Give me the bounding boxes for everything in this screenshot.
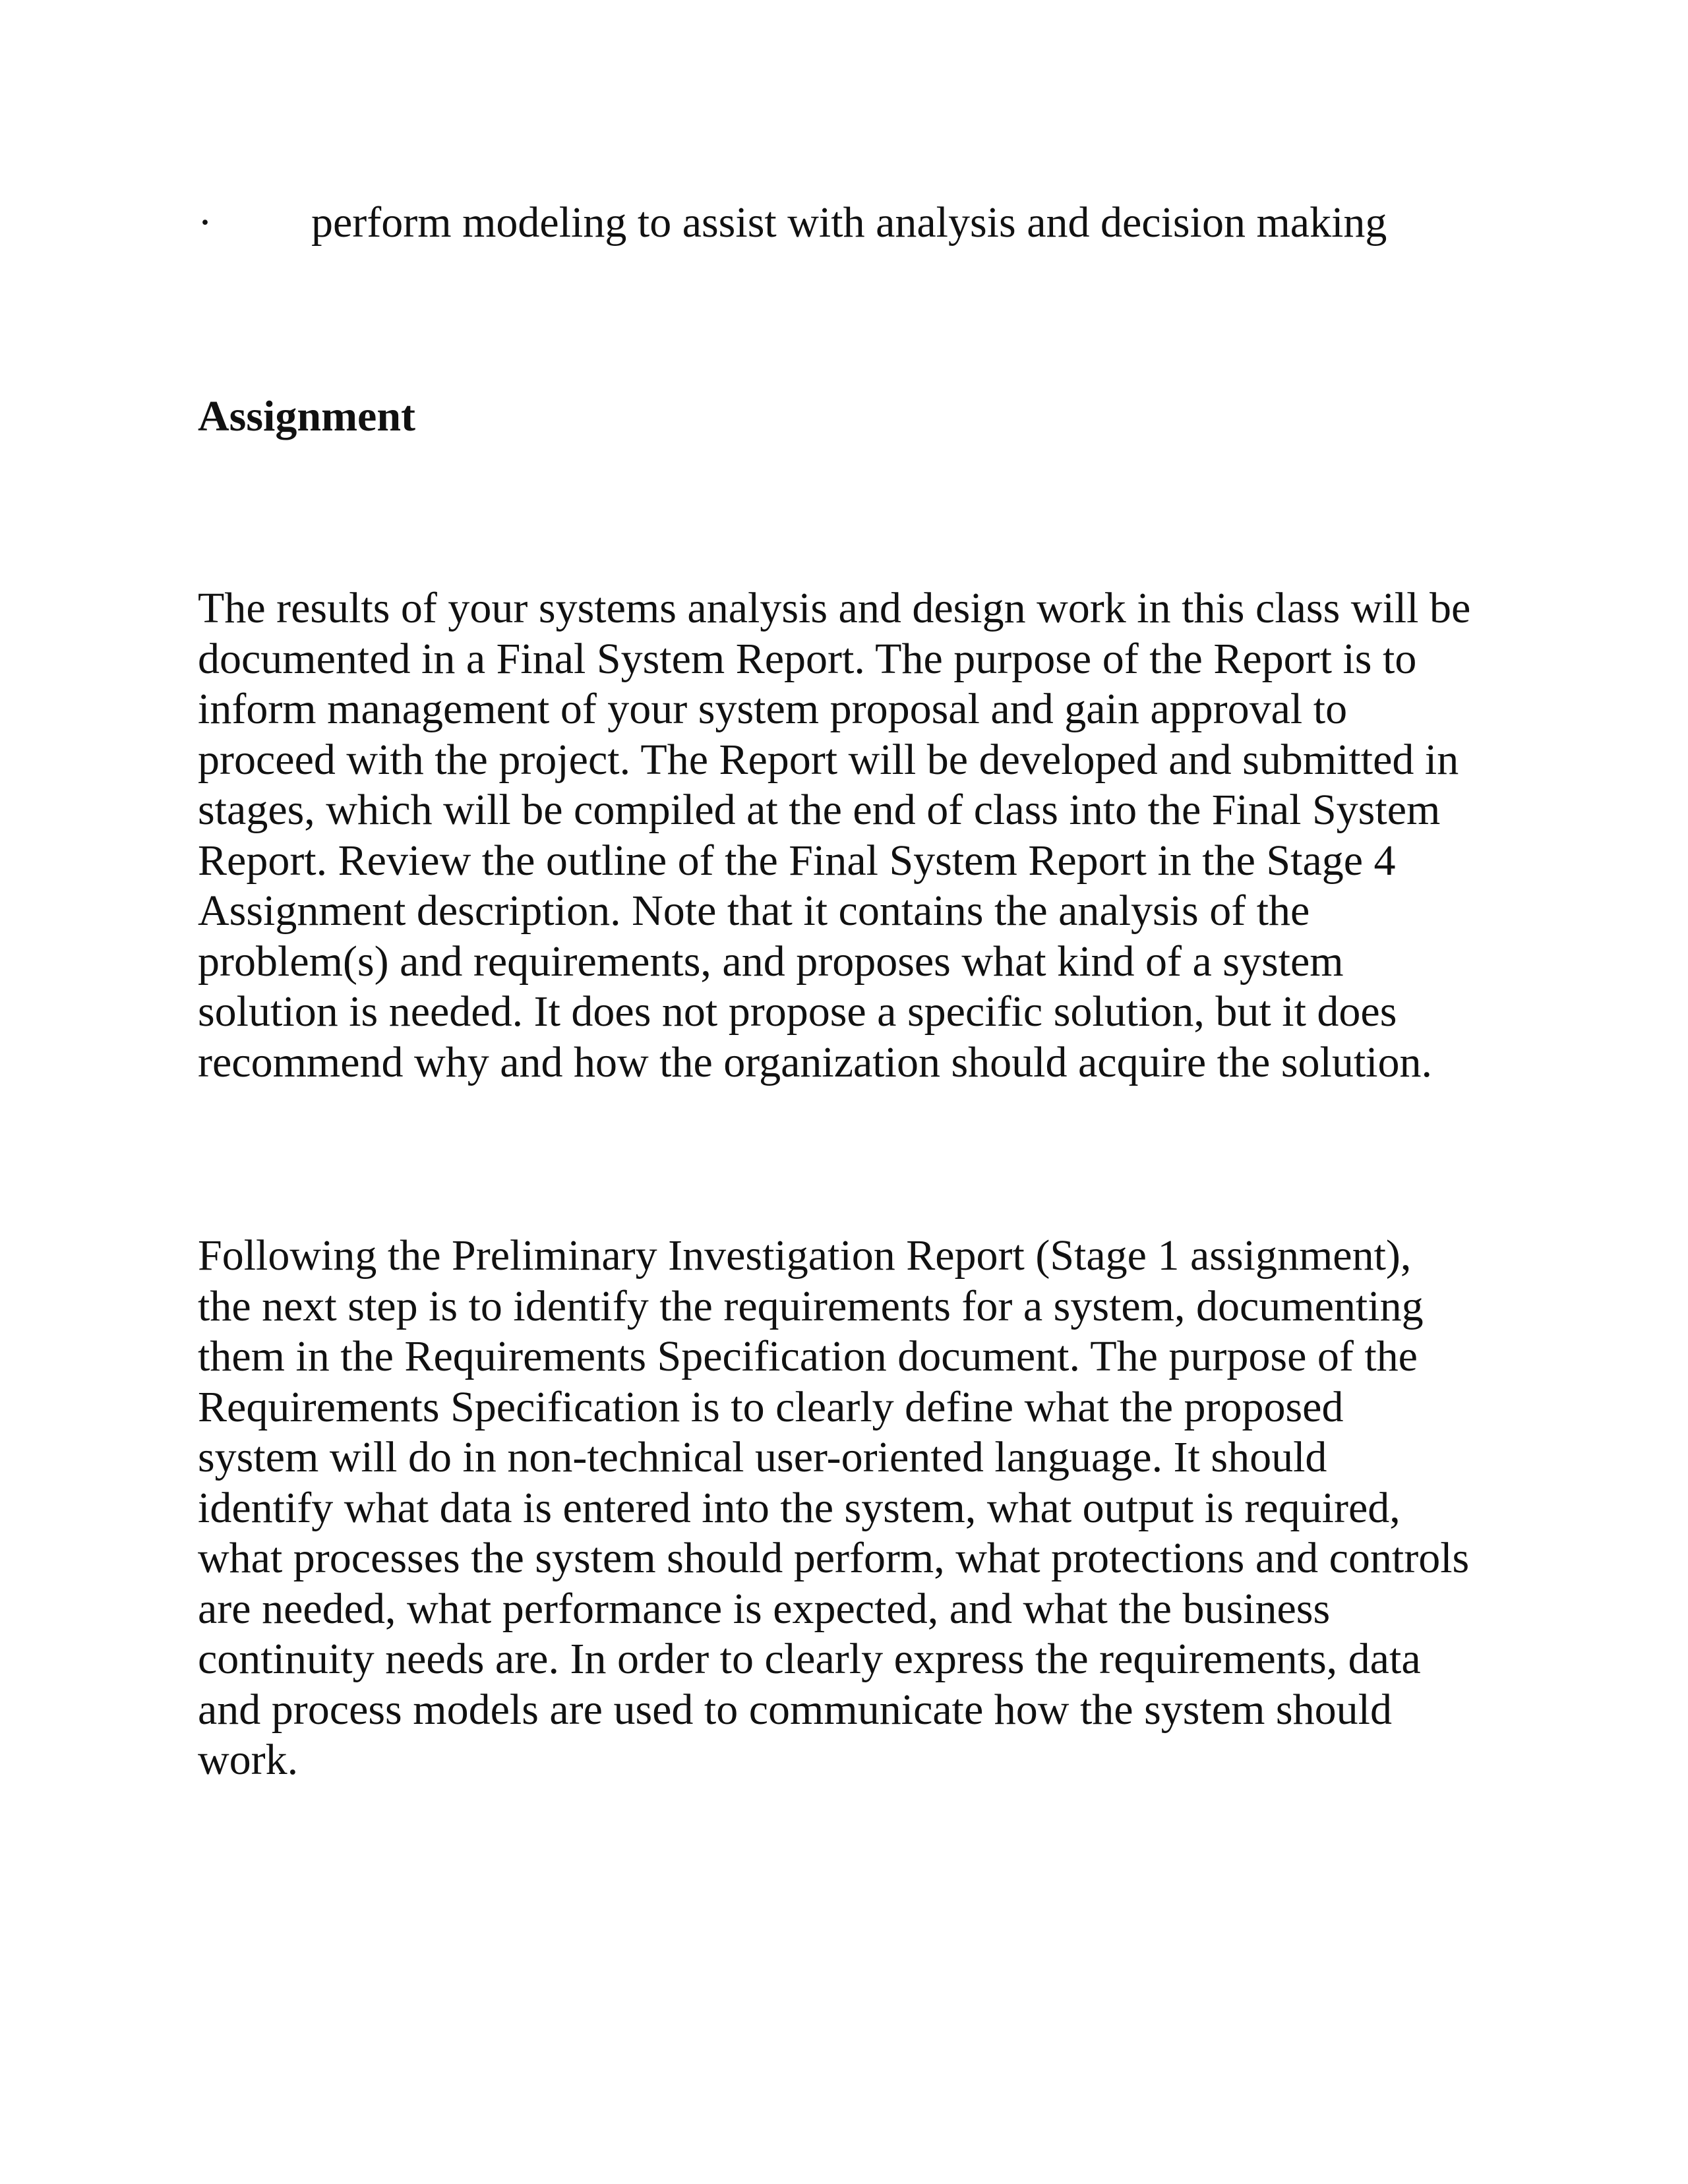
bullet-item xyxy=(198,196,1517,249)
paragraph-line: Following the Preliminary Investigation Report (Stage 1 assignment), xyxy=(198,1231,1412,1280)
paragraph-line: solution is needed. It does not propose a specific solution, but it does xyxy=(198,988,1397,1036)
paragraph-line: identify what data is entered into the system, what output is required, xyxy=(198,1483,1401,1532)
paragraph-line: stages, which will be compiled at the end of class into the Final System xyxy=(198,786,1441,834)
paragraph-requirements xyxy=(198,1231,1517,1786)
paragraph-line: them in the Requirements Specification document. The purpose of the xyxy=(198,1332,1418,1380)
paragraph-line: Assignment description. Note that it contains the analysis of the xyxy=(198,887,1310,935)
bullet-mark: · xyxy=(198,198,212,247)
paragraph-line: Report. Review the outline of the Final System Report in the Stage 4 xyxy=(198,836,1396,885)
paragraph-line: recommend why and how the organization should acquire the solution. xyxy=(198,1038,1433,1086)
paragraph-line: inform management of your system proposal and gain approval to xyxy=(198,685,1348,733)
paragraph-line: the next step is to identify the requirements for a system, documenting xyxy=(198,1282,1424,1330)
paragraph-line: are needed, what performance is expected, and what the business xyxy=(198,1584,1331,1633)
paragraph-line: problem(s) and requirements, and proposes what kind of a system xyxy=(198,937,1344,986)
paragraph-line: work. xyxy=(198,1736,299,1784)
paragraph-line: documented in a Final System Report. The purpose of the Report is to xyxy=(198,634,1417,683)
bullet-text: perform modeling to assist with analysis and decision making xyxy=(311,198,1387,247)
paragraph-line: proceed with the project. The Report will be developed and submitted in xyxy=(198,735,1459,784)
paragraph-line: system will do in non-technical user-oriented language. It should xyxy=(198,1433,1327,1481)
paragraph-report-overview xyxy=(198,583,1517,1088)
paragraph-line: continuity needs are. In order to clearly express the requirements, data xyxy=(198,1635,1421,1683)
paragraph-line: what processes the system should perform, what protections and controls xyxy=(198,1534,1470,1582)
paragraph-line: Requirements Specification is to clearly define what the proposed xyxy=(198,1382,1344,1431)
section-heading: Assignment xyxy=(198,392,416,440)
paragraph-line: The results of your systems analysis and design work in this class will be xyxy=(198,584,1471,632)
paragraph-line: and process models are used to communicate how the system should xyxy=(198,1685,1392,1734)
